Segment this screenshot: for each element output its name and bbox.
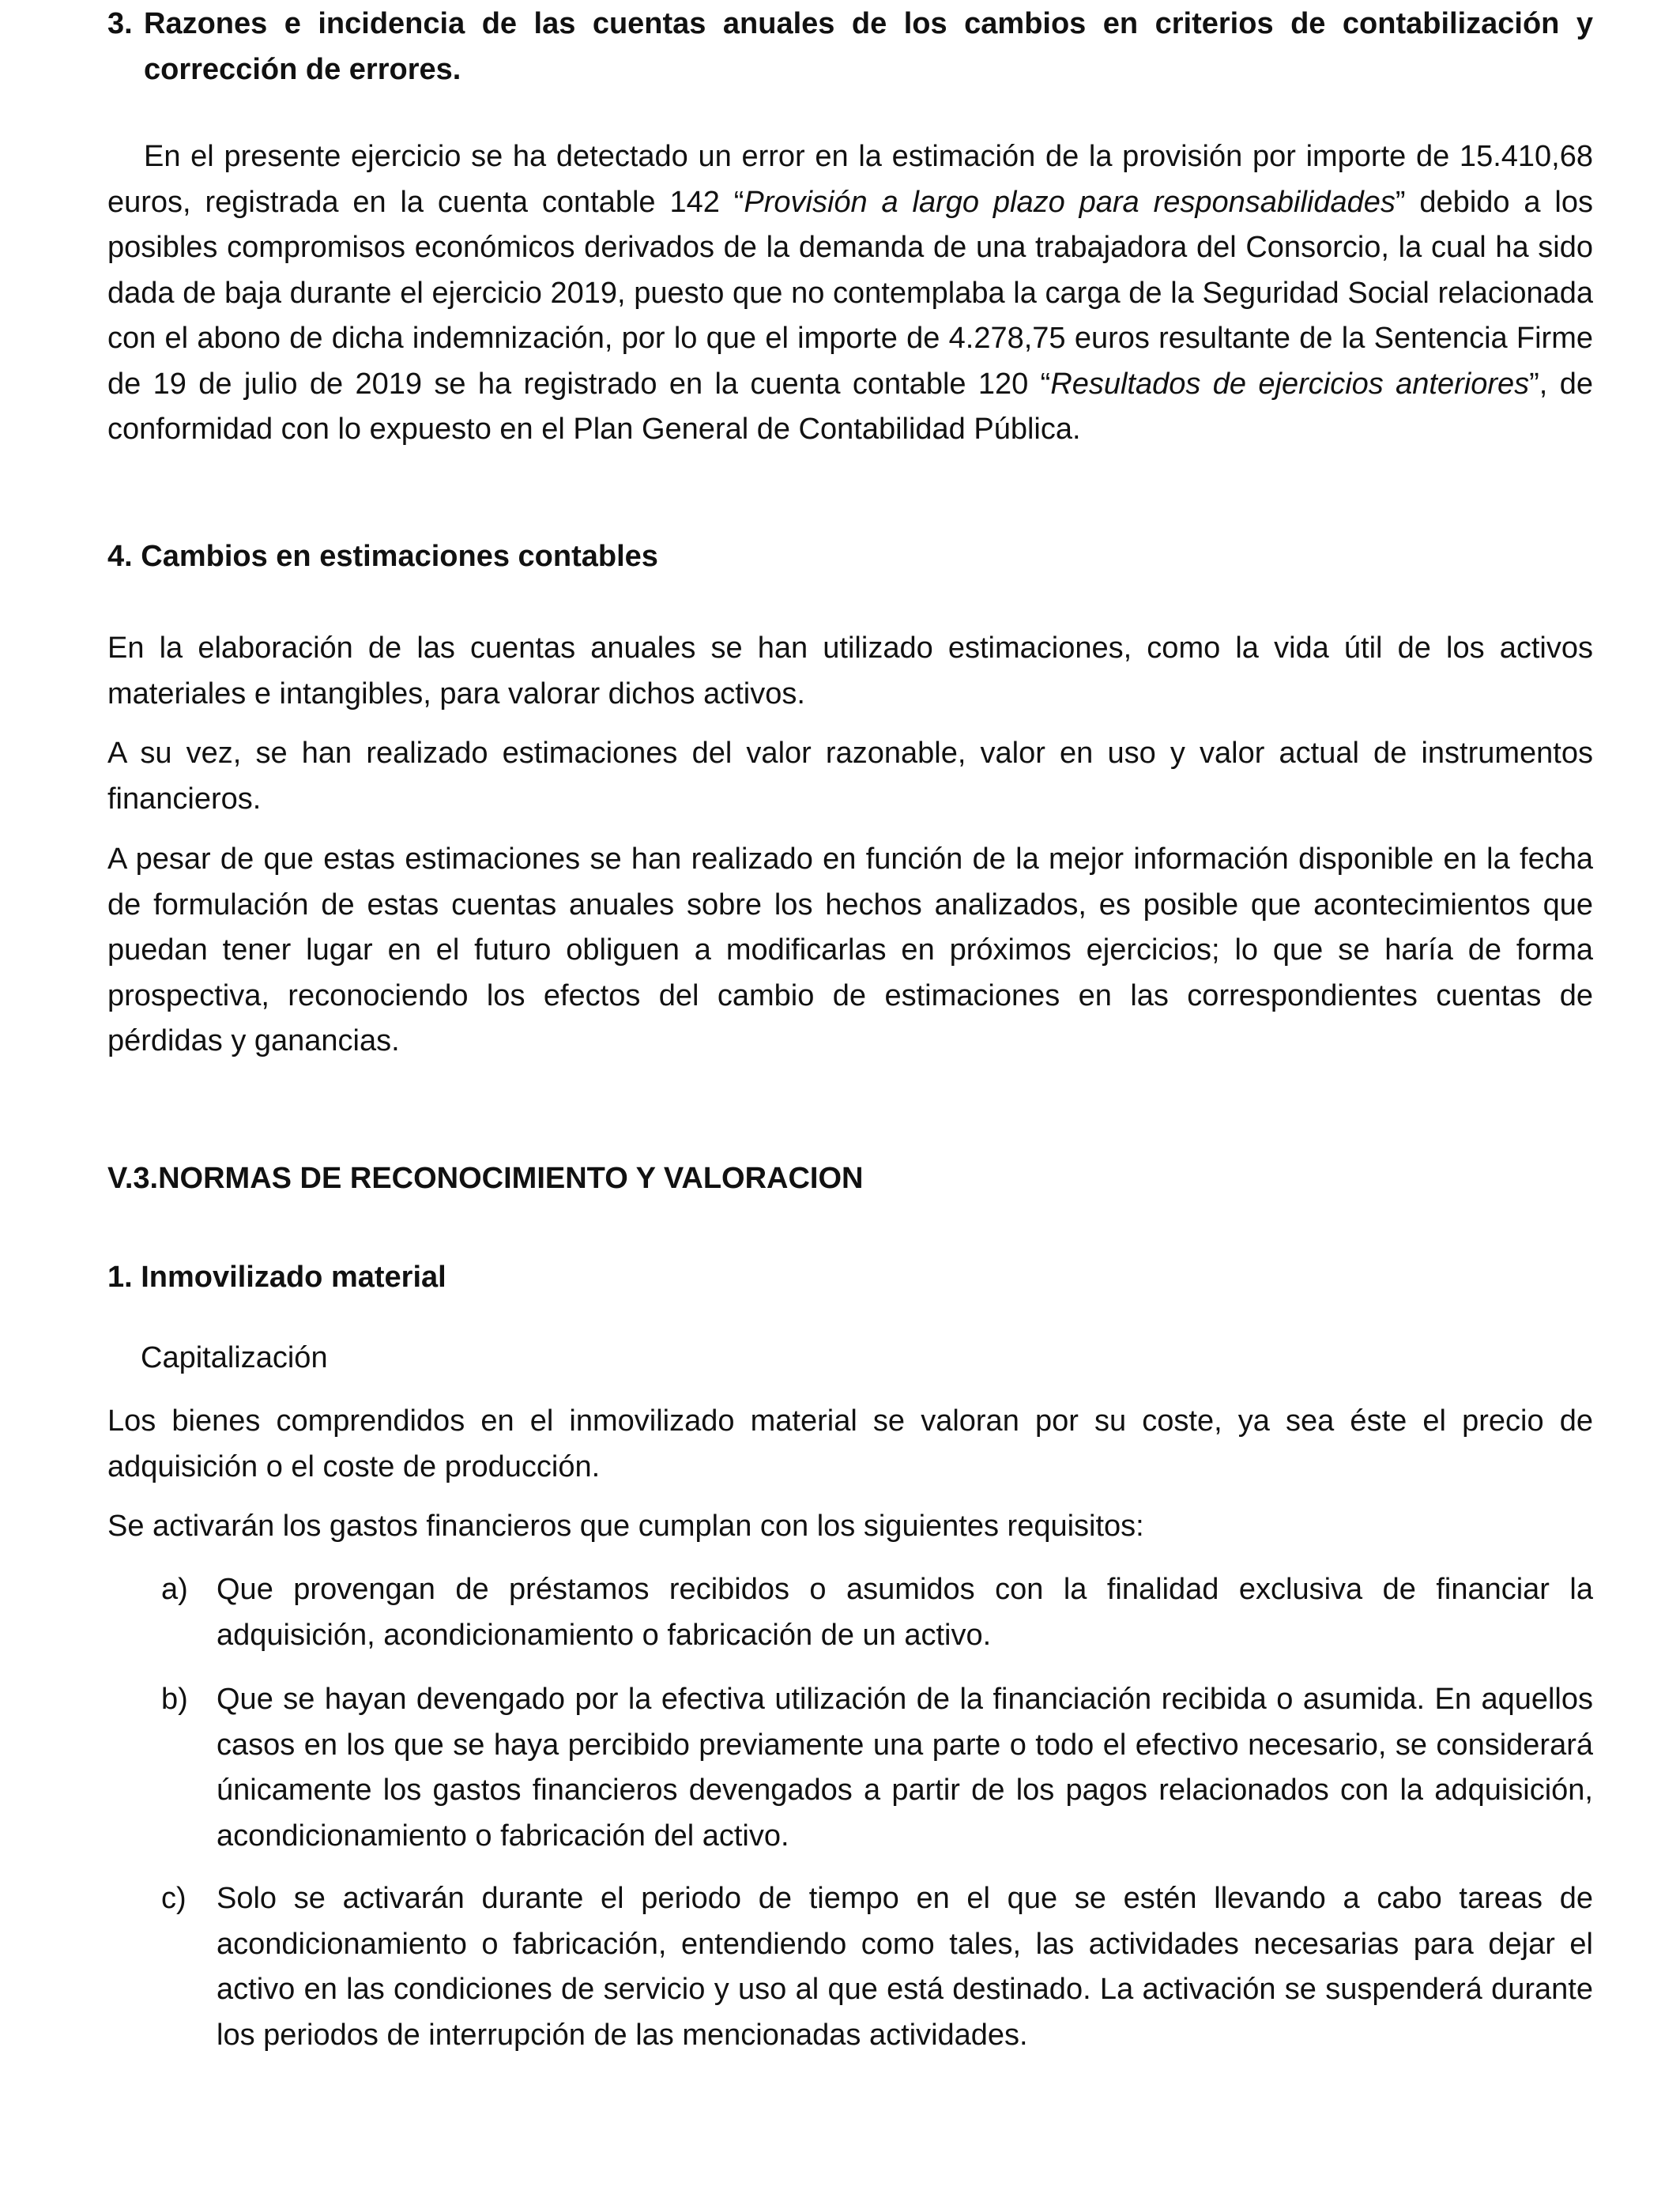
section-3-title: Razones e incidencia de las cuentas anuales de los cambios en criterios de contabilización y corrección de errores. [144, 7, 1593, 86]
section-4-paragraph-1: En la elaboración de las cuentas anuales se han utilizado estimaciones, como la vida útil de los activos materiales e intangibles, para valorar dichos activos. [107, 631, 1593, 711]
inmovilizado-heading: 1. Inmovilizado material [107, 1261, 446, 1294]
section-3-heading [107, 2, 1593, 92]
requirement-label-c: c) [161, 1882, 186, 1915]
requirement-text-c: Solo se activarán durante el periodo de tiempo en el que se estén llevando a cabo tareas de acondicionamiento o fabricación, entendiendo como tales, las actividades necesarias para dejar el activo en las condiciones de servicio y uso al que está destinado. La activación se suspenderá durante los periodos de interrupción de las mencionadas actividades. [217, 1882, 1593, 2052]
requirement-item-a [107, 1567, 1593, 1658]
requirement-item-c [107, 1876, 1593, 2058]
capitalizacion-subtitle: Capitalización [141, 1341, 328, 1374]
requirement-text-a: Que provengan de préstamos recibidos o asumidos con la finalidad exclusiva de financiar la adquisición, acondicionamiento o fabricación de un activo. [217, 1573, 1593, 1652]
section-4-heading: 4. Cambios en estimaciones contables [107, 540, 658, 573]
requirement-label-b: b) [161, 1683, 188, 1716]
requirement-item-b [107, 1677, 1593, 1859]
requirement-label-a: a) [161, 1573, 188, 1606]
requirement-text-b: Que se hayan devengado por la efectiva utilización de la financiación recibida o asumida. En aquellos casos en los que se haya percibido previamente una parte o todo el efectivo necesario, se considerará únicamente los gastos financieros devengados a partir de los pagos relacionados con la adquisición, acondicionamiento o fabricación del activo. [217, 1683, 1593, 1853]
section-3-paragraph [107, 134, 1593, 453]
section-3-account-142: Provisión a largo plazo para responsabilidades [744, 185, 1396, 219]
section-4-paragraph-3: A pesar de que estas estimaciones se han realizado en función de la mejor información disponible en la fecha de formulación de estas cuentas anuales sobre los hechos analizados, es posible que acontecimientos que puedan tener lugar en el futuro obliguen a modificarlas en próximos ejercicios; lo que se haría de forma prospectiva, reconociendo los efectos del cambio de estimaciones en las correspondientes cuentas de pérdidas y ganancias. [107, 843, 1593, 1057]
section-v3-heading: V.3.NORMAS DE RECONOCIMIENTO Y VALORACION [107, 1162, 864, 1195]
inmovilizado-paragraph-2: Se activarán los gastos financieros que cumplan con los siguientes requisitos: [107, 1510, 1144, 1543]
section-3-account-120: Resultados de ejercicios anteriores [1050, 367, 1530, 401]
section-3-text-b: ” debido a los posibles compromisos económicos derivados de la demanda de una trabajadora del Consorcio, la cual ha sido dada de baja durante el ejercicio 2019, puesto que no contemplaba la carga de la Seguridad Social relacionada con el abono de dicha indemnización, por lo que el importe de 4.278,75 euros resultante de la Sentencia Firme de 19 de julio de 2019 se ha registrado en la cuenta contable 120 “ [107, 185, 1593, 401]
section-3-number: 3. [107, 7, 133, 40]
section-3-text-a: En el presente ejercicio se ha detectado un error en la estimación de la provisión por importe de 15.410,68 euros, registrada en la cuenta contable 142 “ [107, 140, 1593, 219]
section-3-text-c: ”, de conformidad con lo expuesto en el Plan General de Contabilidad Pública. [107, 367, 1593, 446]
section-4-paragraph-2: A su vez, se han realizado estimaciones del valor razonable, valor en uso y valor actual de instrumentos financieros. [107, 737, 1593, 816]
inmovilizado-paragraph-1: Los bienes comprendidos en el inmovilizado material se valoran por su coste, ya sea éste el precio de adquisición o el coste de producción. [107, 1404, 1593, 1483]
